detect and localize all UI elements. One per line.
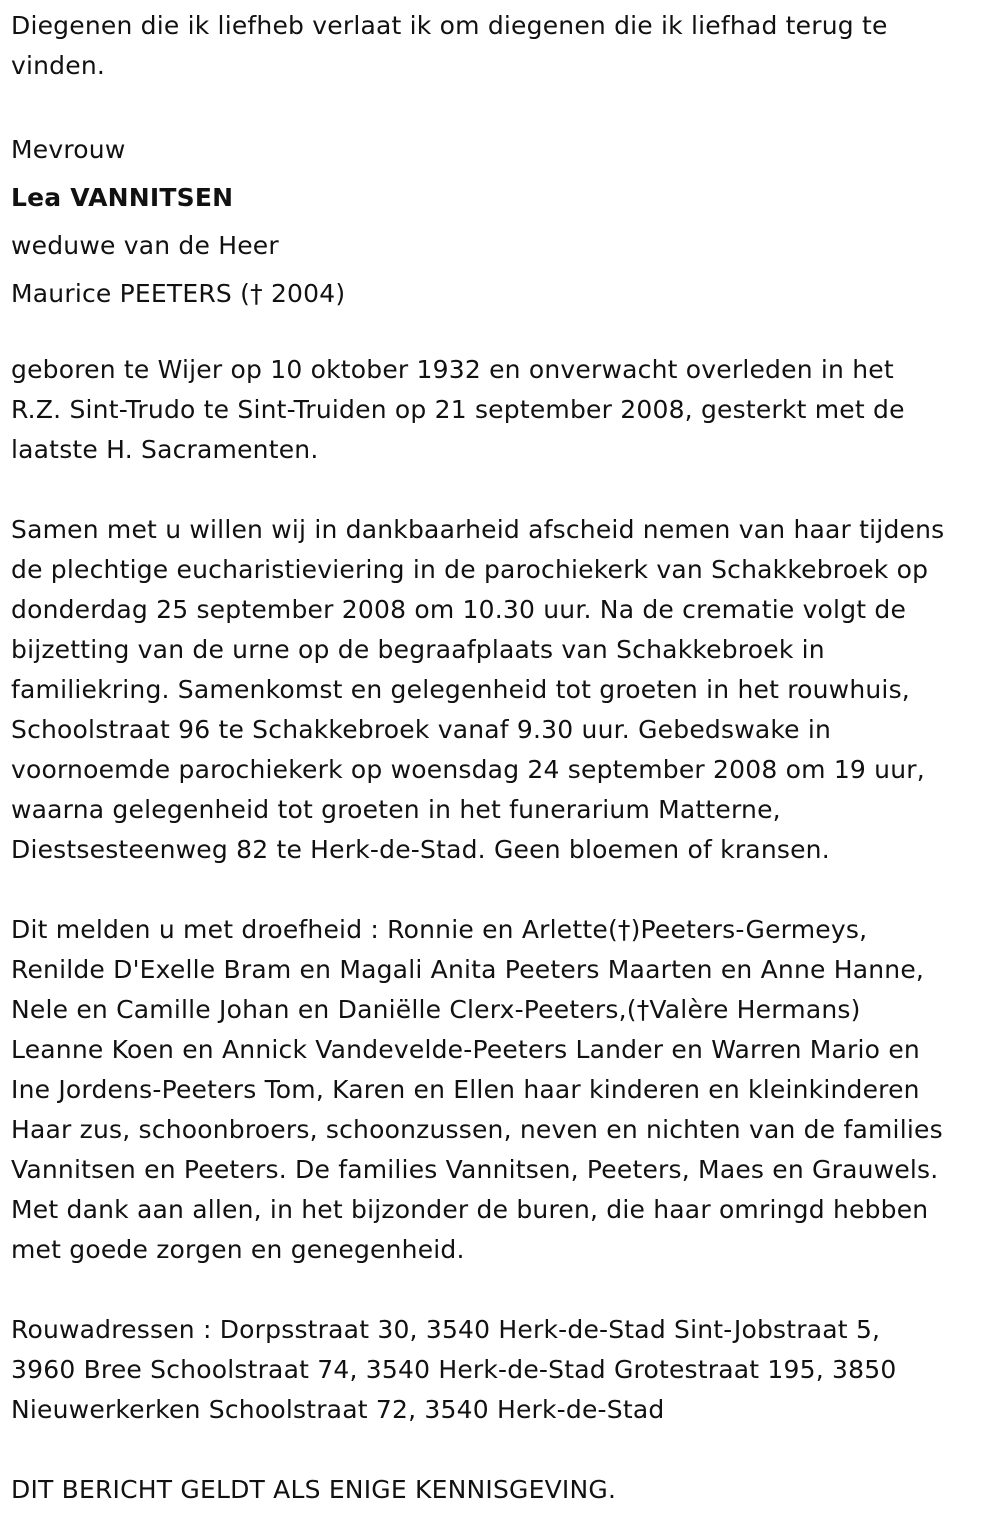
text-line: Ine Jordens-Peeters Tom, Karen en Ellen haar kinderen en kleinkinderen — [11, 1075, 920, 1104]
text-line: geboren te Wijer op 10 oktober 1932 en onverwacht overleden in het — [11, 355, 894, 384]
mourning-addresses-paragraph — [11, 1310, 896, 1430]
text-line: Rouwadressen : Dorpsstraat 30, 3540 Herk-de-Stad Sint-Jobstraat 5, — [11, 1315, 881, 1344]
text-line: Vannitsen en Peeters. De families Vannitsen, Peeters, Maes en Grauwels. — [11, 1155, 939, 1184]
text-line: Leanne Koen en Annick Vandevelde-Peeters Lander en Warren Mario en — [11, 1035, 920, 1064]
text-line: 3960 Bree Schoolstraat 74, 3540 Herk-de-Stad Grotestraat 195, 3850 — [11, 1355, 897, 1384]
text-line: voornoemde parochiekerk op woensdag 24 september 2008 om 19 uur, — [11, 755, 925, 784]
spouse-name: Maurice PEETERS († 2004) — [11, 279, 346, 308]
intro-quote — [11, 6, 888, 86]
text-line: met goede zorgen en genegenheid. — [11, 1235, 465, 1264]
birth-death-paragraph — [11, 350, 905, 470]
deceased-header — [11, 126, 345, 318]
text-line: Met dank aan allen, in het bijzonder de buren, die haar omringd hebben — [11, 1195, 929, 1224]
text-line: Renilde D'Exelle Bram en Magali Anita Peeters Maarten en Anne Hanne, — [11, 955, 925, 984]
salutation: Mevrouw — [11, 135, 126, 164]
notice-paragraph — [11, 1470, 616, 1510]
text-line: Samen met u willen wij in dankbaarheid afscheid nemen van haar tijdens — [11, 515, 945, 544]
text-line: Schoolstraat 96 te Schakkebroek vanaf 9.30 uur. Gebedswake in — [11, 715, 832, 744]
text-line: Haar zus, schoonbroers, schoonzussen, neven en nichten van de families — [11, 1115, 943, 1144]
text-line: Nele en Camille Johan en Daniëlle Clerx-Peeters,(†Valère Hermans) — [11, 995, 861, 1024]
text-line: R.Z. Sint-Trudo te Sint-Truiden op 21 september 2008, gesterkt met de — [11, 395, 905, 424]
official-notice: DIT BERICHT GELDT ALS ENIGE KENNISGEVING. — [11, 1475, 617, 1504]
ceremony-paragraph — [11, 510, 944, 870]
text-line: Diegenen die ik liefheb verlaat ik om diegenen die ik liefhad terug te — [11, 11, 888, 40]
text-line: Dit melden u met droefheid : Ronnie en Arlette(†)Peeters-Germeys, — [11, 915, 868, 944]
text-line: Nieuwerkerken Schoolstraat 72, 3540 Herk-de-Stad — [11, 1395, 665, 1424]
text-line: donderdag 25 september 2008 om 10.30 uur. Na de crematie volgt de — [11, 595, 907, 624]
text-line: familiekring. Samenkomst en gelegenheid tot groeten in het rouwhuis, — [11, 675, 910, 704]
relation-text: weduwe van de Heer — [11, 231, 279, 260]
text-line: laatste H. Sacramenten. — [11, 435, 319, 464]
text-line: waarna gelegenheid tot groeten in het funerarium Matterne, — [11, 795, 781, 824]
family-paragraph — [11, 910, 943, 1270]
text-line: vinden. — [11, 51, 106, 80]
text-line: de plechtige eucharistieviering in de parochiekerk van Schakkebroek op — [11, 555, 929, 584]
text-line: Diestsesteenweg 82 te Herk-de-Stad. Geen bloemen of kransen. — [11, 835, 830, 864]
deceased-name: Lea VANNITSEN — [11, 183, 234, 212]
text-line: bijzetting van de urne op de begraafplaats van Schakkebroek in — [11, 635, 825, 664]
